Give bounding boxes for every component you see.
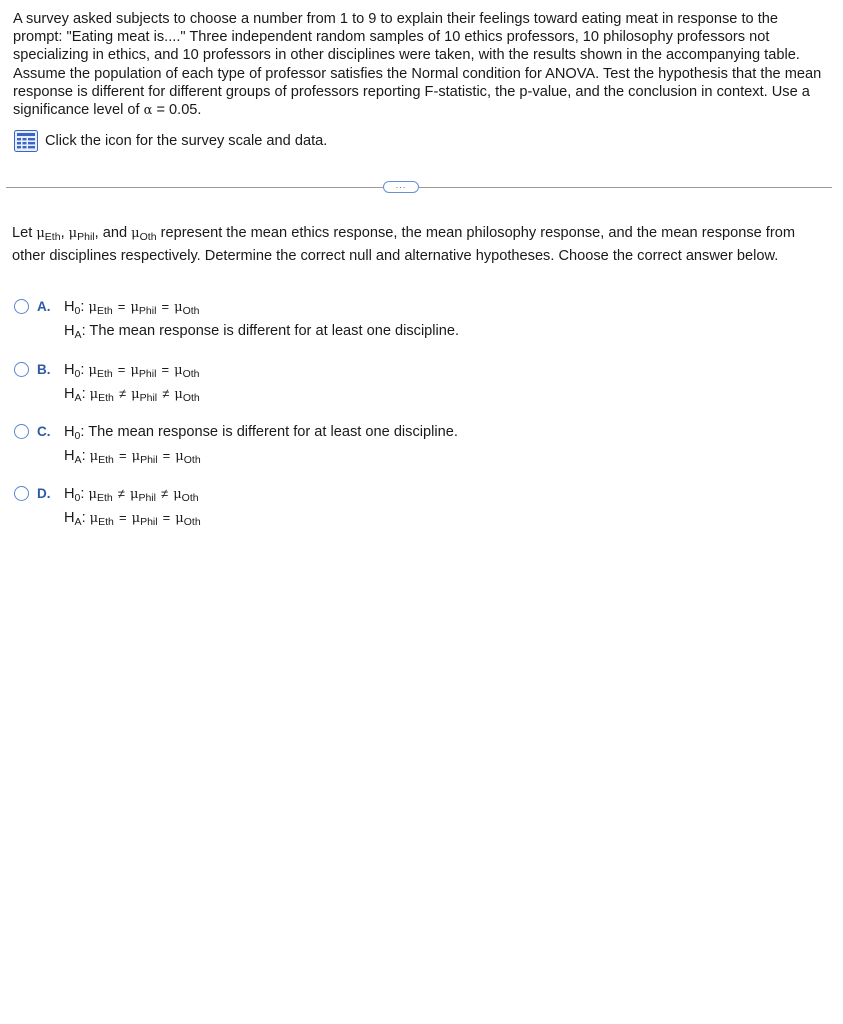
- radio-button[interactable]: [14, 486, 29, 501]
- option-b[interactable]: [14, 360, 200, 408]
- null-hypothesis: $H_0$: $\mu_{Eth} = \mu_{Phil} = \mu_{Oth}$: [64, 362, 200, 380]
- data-link-text[interactable]: Click the icon for the survey scale and data.: [45, 133, 328, 149]
- option-letter: D.: [37, 486, 51, 501]
- alternative-hypothesis: $H_A$: The mean response is different for at least one discipline.: [64, 323, 460, 341]
- radio-button[interactable]: [14, 299, 29, 314]
- data-table-icon[interactable]: [14, 130, 38, 152]
- radio-button[interactable]: [14, 424, 29, 439]
- data-link[interactable]: [14, 129, 327, 153]
- question-text: Let $\mu_{Eth}$, $\mu_{Phil}$, and $\mu_{Oth}$ represent the mean ethics response, the mean philosophy response, and the mean response from other disciplines respectively. Determine the correct null and alternative hypotheses. Choose the correct answer below.: [12, 225, 795, 264]
- null-hypothesis: $H_0$: $\mu_{Eth} \ne \mu_{Phil} \ne \mu_{Oth}$: [64, 486, 199, 504]
- alpha-value: = 0.05.: [152, 102, 202, 119]
- expand-button[interactable]: [383, 181, 419, 193]
- section-divider: [6, 187, 832, 188]
- alternative-hypothesis: $H_A$: $\mu_{Eth} = \mu_{Phil} = \mu_{Oth}$: [64, 448, 201, 466]
- option-c[interactable]: [14, 422, 458, 470]
- option-a[interactable]: [14, 297, 459, 345]
- radio-button[interactable]: [14, 362, 29, 377]
- null-hypothesis: $H_0$: The mean response is different for at least one discipline.: [64, 424, 458, 442]
- option-letter: A.: [37, 299, 51, 314]
- alpha-symbol: α: [143, 103, 153, 119]
- ellipsis-icon: ...: [395, 180, 407, 190]
- alternative-hypothesis: $H_A$: $\mu_{Eth} \ne \mu_{Phil} \ne \mu_{Oth}$: [64, 386, 200, 404]
- option-letter: B.: [37, 362, 51, 377]
- problem-statement: [13, 10, 829, 120]
- problem-text: A survey asked subjects to choose a number from 1 to 9 to explain their feelings toward eating meat in response to the prompt: "Eating meat is...." Three independent random samples of 10 ethics professors, 10 philosophy professors not specializing in ethics, and 10 professors in other disciplines were taken, with the results shown in the accompanying table. Assume the population of each type of professor satisfies the Normal condition for ANOVA. Test the hypothesis that the mean response is different for different groups of professors reporting F-statistic, the p-value, and the conclusion in context. Use a significance level of: [13, 11, 822, 119]
- null-hypothesis: $H_0$: $\mu_{Eth} = \mu_{Phil} = \mu_{Oth}$: [64, 299, 200, 317]
- option-d[interactable]: [14, 484, 201, 532]
- option-letter: C.: [37, 424, 51, 439]
- alternative-hypothesis: $H_A$: $\mu_{Eth} = \mu_{Phil} = \mu_{Oth}$: [64, 510, 201, 528]
